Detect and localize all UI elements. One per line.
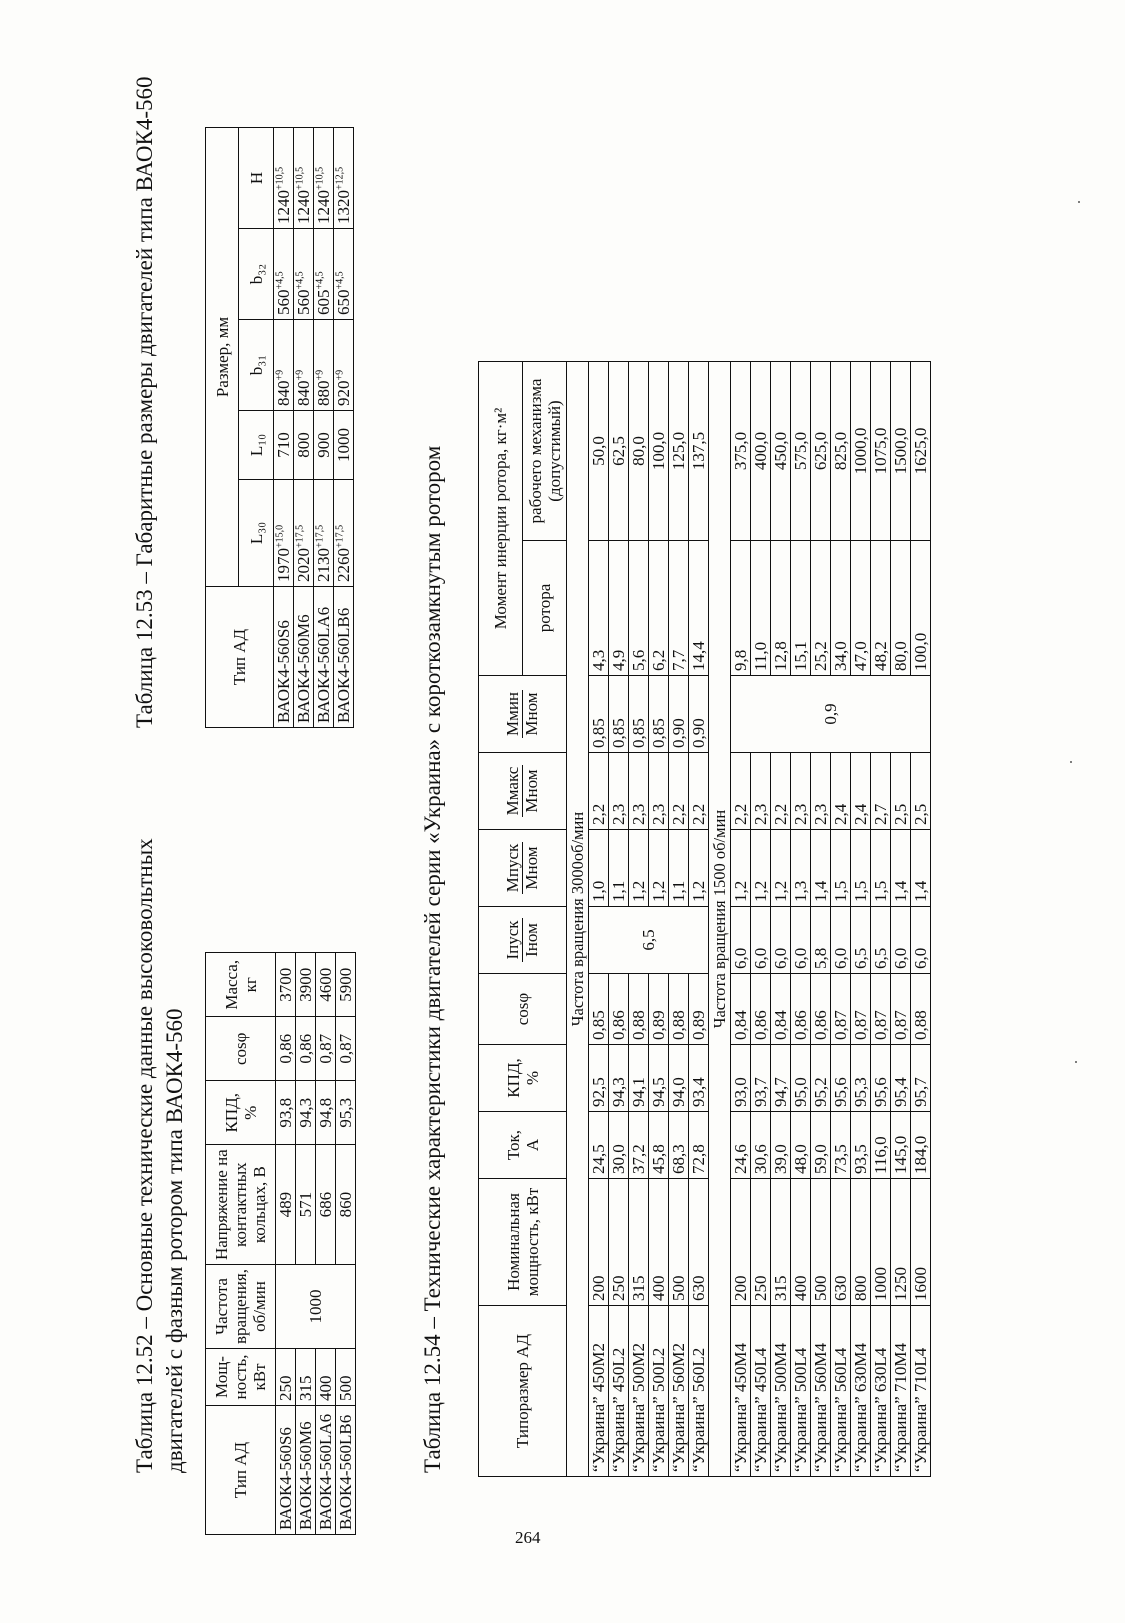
cell-istart: 6,0 [791, 907, 811, 974]
table-row [336, 953, 356, 1535]
cell-current: 116,0 [871, 1112, 891, 1179]
cell-mmin: 0,85 [589, 676, 609, 753]
cell-b31: $880^{+9}$ [314, 320, 334, 411]
cell-cos: 0,89 [649, 974, 669, 1045]
table-row [316, 953, 336, 1535]
cell-mmax: 2,3 [649, 753, 669, 830]
header-eff: КПД, % [479, 1045, 567, 1112]
cell-mstart: 1,2 [731, 830, 751, 907]
cell-mech: 625,0 [811, 362, 831, 541]
cell-current: 93,5 [851, 1112, 871, 1179]
cell-power: 315 [771, 1179, 791, 1306]
header-mmin: Ммин Мном [479, 676, 567, 753]
cell-mstart: 1,2 [751, 830, 771, 907]
cell-b31: $920^{+9}$ [334, 320, 354, 411]
table-row [871, 362, 891, 1477]
cell-istart: 6,0 [831, 907, 851, 974]
table-row [334, 128, 354, 728]
cell-mech: 50,0 [589, 362, 609, 541]
cell-mass: 3700 [276, 953, 296, 1017]
cell-model: “Украина” 450L2 [609, 1306, 629, 1477]
cell-type: ВАОК4-560М6 [296, 1406, 316, 1535]
cell-eff: 94,1 [629, 1045, 649, 1112]
cell-eff: 94,0 [669, 1045, 689, 1112]
cell-cos: 0,88 [911, 974, 931, 1045]
cell-power: 315 [629, 1179, 649, 1306]
cell-mech: 100,0 [649, 362, 669, 541]
header-power: Номинальная мощность, кВт [479, 1179, 567, 1306]
header-mstart: Мпуск Мном [479, 830, 567, 907]
cell-current: 37,2 [629, 1112, 649, 1179]
cell-type: ВАОК4-560S6 [276, 1406, 296, 1535]
cell-mmin-merged: 0,9 [731, 676, 931, 753]
cell-mech: 1075,0 [871, 362, 891, 541]
cell-eff: 94,5 [649, 1045, 669, 1112]
cell-eff: 94,8 [316, 1081, 336, 1145]
header-l30: L₃₀ [239, 480, 274, 587]
cell-model: “Украина” 500М2 [629, 1306, 649, 1477]
cell-rotor: 7,7 [669, 541, 689, 676]
header-type: Тип АД [206, 587, 274, 728]
cell-power: 200 [589, 1179, 609, 1306]
cell-rotor: 12,8 [771, 541, 791, 676]
cell-current: 24,6 [731, 1112, 751, 1179]
cell-h: $1240^{+10,5}$ [294, 128, 314, 229]
cell-rotor: 47,0 [851, 541, 871, 676]
cell-b31: $840^{+9}$ [294, 320, 314, 411]
cell-model: “Украина” 630М4 [851, 1306, 871, 1477]
cell-power: 500 [811, 1179, 831, 1306]
header-size-group: Размер, мм [206, 128, 239, 587]
cell-rotor: 15,1 [791, 541, 811, 676]
cell-cos: 0,86 [811, 974, 831, 1045]
cell-power: 800 [851, 1179, 871, 1306]
cell-power: 315 [296, 1349, 316, 1406]
cell-eff: 95,3 [851, 1045, 871, 1112]
cell-mstart: 1,5 [871, 830, 891, 907]
cell-eff: 94,7 [771, 1045, 791, 1112]
header-cos: cosφ [479, 974, 567, 1045]
cell-mmax: 2,5 [891, 753, 911, 830]
cell-mmax: 2,2 [589, 753, 609, 830]
cell-eff: 93,8 [276, 1081, 296, 1145]
cell-voltage: 686 [316, 1145, 336, 1265]
table-12-54-caption: Таблица 12.54 – Технические характеристики двигателей серии «Украина» с короткозамкнутым ротором [420, 445, 445, 1473]
cell-cos: 0,89 [689, 974, 709, 1045]
cell-power: 1250 [891, 1179, 911, 1306]
cell-power: 400 [316, 1349, 336, 1406]
cell-mmin: 0,85 [649, 676, 669, 753]
cell-rotor: 80,0 [891, 541, 911, 676]
cell-cos: 0,87 [831, 974, 851, 1045]
header-mass: Масса, кг [206, 953, 276, 1017]
table-12-54-wrap [478, 361, 931, 1477]
cell-type: ВАОК4-560LB6 [336, 1406, 356, 1535]
table-row [811, 362, 831, 1477]
table-row [831, 362, 851, 1477]
cell-rotor: 100,0 [911, 541, 931, 676]
cell-current: 145,0 [891, 1112, 911, 1179]
cell-l30: $2020^{+17,5}$ [294, 480, 314, 587]
cell-cos: 0,86 [609, 974, 629, 1045]
cell-cos: 0,86 [791, 974, 811, 1045]
table-12-52-caption [130, 773, 190, 1473]
cell-model: “Украина” 450L4 [751, 1306, 771, 1477]
cell-model: “Украина” 500М4 [771, 1306, 791, 1477]
table-12-54 [478, 361, 931, 1477]
table-row [296, 953, 316, 1535]
cell-model: “Украина” 450М2 [589, 1306, 609, 1477]
cell-l30: $1970^{+15,0}$ [274, 480, 294, 587]
cell-current: 39,0 [771, 1112, 791, 1179]
table-12-53-wrap [205, 127, 354, 728]
header-h: H [239, 128, 274, 229]
cell-cos: 0,88 [629, 974, 649, 1045]
cell-model: “Украина” 560L4 [831, 1306, 851, 1477]
cell-eff: 95,2 [811, 1045, 831, 1112]
cell-current: 30,6 [751, 1112, 771, 1179]
cell-rotor: 14,4 [689, 541, 709, 676]
cell-current: 59,0 [811, 1112, 831, 1179]
scan-speck [1075, 1061, 1077, 1063]
cell-mmin: 0,85 [609, 676, 629, 753]
cell-rotor: 9,8 [731, 541, 751, 676]
cell-mstart: 1,4 [891, 830, 911, 907]
cell-mech: 137,5 [689, 362, 709, 541]
cell-current: 184,0 [911, 1112, 931, 1179]
header-cos: cosφ [206, 1017, 276, 1081]
section-1500: Частота вращения 1500 об/мин [709, 362, 731, 1477]
cell-mstart: 1,5 [851, 830, 871, 907]
cell-power: 500 [669, 1179, 689, 1306]
cell-current: 45,8 [649, 1112, 669, 1179]
cell-current: 72,8 [689, 1112, 709, 1179]
cell-cos: 0,86 [296, 1017, 316, 1081]
cell-b32: $560^{+4,5}$ [294, 229, 314, 320]
cell-type: ВАОК4-560LA6 [314, 587, 334, 728]
cell-mmax: 2,2 [731, 753, 751, 830]
table-row [589, 362, 609, 1477]
cell-mech: 375,0 [731, 362, 751, 541]
cell-istart-merged: 6,5 [589, 907, 709, 974]
cell-rotor: 34,0 [831, 541, 851, 676]
cell-voltage: 860 [336, 1145, 356, 1265]
header-eff: КПД, % [206, 1081, 276, 1145]
cell-mstart: 1,5 [831, 830, 851, 907]
cell-istart: 6,5 [851, 907, 871, 974]
cell-l10: 900 [314, 411, 334, 480]
cell-mstart: 1,3 [791, 830, 811, 907]
header-b32: b₃₂ [239, 229, 274, 320]
cell-b32: $605^{+4,5}$ [314, 229, 334, 320]
cell-eff: 95,6 [831, 1045, 851, 1112]
table-row [274, 128, 294, 728]
cell-model: “Украина” 500L4 [791, 1306, 811, 1477]
cell-cos: 0,85 [589, 974, 609, 1045]
cell-b31: $840^{+9}$ [274, 320, 294, 411]
cell-rotor: 4,9 [609, 541, 629, 676]
cell-power: 500 [336, 1349, 356, 1406]
cell-current: 73,5 [831, 1112, 851, 1179]
cell-eff: 95,4 [891, 1045, 911, 1112]
cell-cos: 0,84 [731, 974, 751, 1045]
cell-mmax: 2,5 [911, 753, 931, 830]
cell-mstart: 1,2 [771, 830, 791, 907]
cell-istart: 6,0 [911, 907, 931, 974]
cell-eff: 94,3 [609, 1045, 629, 1112]
cell-istart: 6,0 [751, 907, 771, 974]
caption-line-2: двигателей с фазным ротором типа ВАОК4-560 [162, 1008, 187, 1473]
cell-power: 1000 [871, 1179, 891, 1306]
cell-cos: 0,86 [276, 1017, 296, 1081]
cell-istart: 5,8 [811, 907, 831, 974]
cell-mech: 62,5 [609, 362, 629, 541]
table-row [891, 362, 911, 1477]
cell-mech: 450,0 [771, 362, 791, 541]
cell-cos: 0,88 [669, 974, 689, 1045]
cell-rotor: 11,0 [751, 541, 771, 676]
cell-mech: 400,0 [751, 362, 771, 541]
cell-power: 200 [731, 1179, 751, 1306]
cell-power: 630 [831, 1179, 851, 1306]
cell-h: $1240^{+10,5}$ [274, 128, 294, 229]
cell-mech: 1000,0 [851, 362, 871, 541]
caption-line-1: Таблица 12.52 – Основные технические данные высоковольтных [132, 838, 157, 1473]
cell-istart: 6,0 [731, 907, 751, 974]
cell-eff: 95,3 [336, 1081, 356, 1145]
cell-mstart: 1,0 [589, 830, 609, 907]
cell-mmax: 2,7 [871, 753, 891, 830]
cell-mstart: 1,2 [629, 830, 649, 907]
rows-3000 [589, 362, 709, 1477]
cell-mech: 1500,0 [891, 362, 911, 541]
header-inertia-rotor: ротора [523, 541, 567, 676]
cell-l30: $2260^{+17,5}$ [334, 480, 354, 587]
section-3000: Частота вращения 3000об/мин [567, 362, 589, 1477]
cell-mmin: 0,90 [669, 676, 689, 753]
cell-mech: 825,0 [831, 362, 851, 541]
cell-model: “Украина” 560М4 [811, 1306, 831, 1477]
cell-mmax: 2,4 [851, 753, 871, 830]
cell-rotor: 6,2 [649, 541, 669, 676]
cell-mstart: 1,2 [689, 830, 709, 907]
cell-mmax: 2,3 [609, 753, 629, 830]
scan-speck [1078, 201, 1080, 203]
cell-power: 400 [791, 1179, 811, 1306]
table-12-52-wrap [205, 952, 356, 1535]
table-row [911, 362, 931, 1477]
cell-type: ВАОК4-560М6 [294, 587, 314, 728]
cell-mmax: 2,3 [791, 753, 811, 830]
cell-eff: 93,0 [731, 1045, 751, 1112]
cell-model: “Украина” 710L4 [911, 1306, 931, 1477]
cell-h: $1240^{+10,5}$ [314, 128, 334, 229]
table-row [731, 362, 751, 1477]
header-inertia-group: Момент инерции ротора, кг·м² [479, 362, 523, 676]
cell-mass: 4600 [316, 953, 336, 1017]
header-inertia-mech: рабочего механизма (допустимый) [523, 362, 567, 541]
cell-l30: $2130^{+17,5}$ [314, 480, 334, 587]
cell-h: $1320^{+12,5}$ [334, 128, 354, 229]
cell-mmax: 2,2 [689, 753, 709, 830]
table-row [771, 362, 791, 1477]
scan-speck [1070, 761, 1072, 763]
cell-mech: 80,0 [629, 362, 649, 541]
header-b31: b₃₁ [239, 320, 274, 411]
cell-mstart: 1,4 [811, 830, 831, 907]
cell-type: ВАОК4-560LB6 [334, 587, 354, 728]
cell-istart: 6,0 [771, 907, 791, 974]
table-row [276, 953, 296, 1535]
cell-power: 250 [609, 1179, 629, 1306]
table-row [314, 128, 334, 728]
cell-voltage: 571 [296, 1145, 316, 1265]
cell-cos: 0,87 [891, 974, 911, 1045]
cell-cos: 0,86 [751, 974, 771, 1045]
header-speed: Частота вращения, об/мин [206, 1265, 276, 1349]
cell-mmax: 2,3 [811, 753, 831, 830]
cell-l10: 1000 [334, 411, 354, 480]
cell-mech: 1625,0 [911, 362, 931, 541]
table-row [851, 362, 871, 1477]
cell-current: 48,0 [791, 1112, 811, 1179]
cell-eff: 93,7 [751, 1045, 771, 1112]
cell-eff: 94,3 [296, 1081, 316, 1145]
cell-mstart: 1,2 [649, 830, 669, 907]
cell-mstart: 1,1 [669, 830, 689, 907]
cell-b32: $560^{+4,5}$ [274, 229, 294, 320]
table-12-52 [205, 952, 356, 1535]
cell-mmax: 2,4 [831, 753, 851, 830]
cell-model: “Украина” 630L4 [871, 1306, 891, 1477]
cell-mmin: 0,85 [629, 676, 649, 753]
cell-mmax: 2,3 [751, 753, 771, 830]
table-row [751, 362, 771, 1477]
cell-cos: 0,84 [771, 974, 791, 1045]
header-voltage: Напряжение на контактных кольцах, В [206, 1145, 276, 1265]
cell-mass: 3900 [296, 953, 316, 1017]
header-l10: L₁₀ [239, 411, 274, 480]
cell-eff: 95,0 [791, 1045, 811, 1112]
cell-cos: 0,87 [871, 974, 891, 1045]
cell-voltage: 489 [276, 1145, 296, 1265]
cell-istart: 6,0 [891, 907, 911, 974]
cell-type: ВАОК4-560LA6 [316, 1406, 336, 1535]
table-12-53 [205, 127, 354, 728]
cell-rotor: 48,2 [871, 541, 891, 676]
cell-speed: 1000 [276, 1265, 356, 1349]
cell-model: “Украина” 560М2 [669, 1306, 689, 1477]
cell-istart: 6,5 [871, 907, 891, 974]
cell-power: 250 [276, 1349, 296, 1406]
cell-mstart: 1,4 [911, 830, 931, 907]
cell-mmax: 2,2 [771, 753, 791, 830]
rows-1500 [731, 362, 931, 1477]
cell-type: ВАОК4-560S6 [274, 587, 294, 728]
cell-l10: 710 [274, 411, 294, 480]
cell-power: 1600 [911, 1179, 931, 1306]
cell-eff: 92,5 [589, 1045, 609, 1112]
header-mmax: Ммакс Мном [479, 753, 567, 830]
cell-current: 68,3 [669, 1112, 689, 1179]
cell-model: “Украина” 710М4 [891, 1306, 911, 1477]
cell-cos: 0,87 [336, 1017, 356, 1081]
header-istart: Iпуск Iном [479, 907, 567, 974]
cell-model: “Украина” 560L2 [689, 1306, 709, 1477]
cell-rotor: 4,3 [589, 541, 609, 676]
header-type: Тип АД [206, 1406, 276, 1535]
cell-eff: 95,7 [911, 1045, 931, 1112]
header-model: Типоразмер АД [479, 1306, 567, 1477]
cell-mmin: 0,90 [689, 676, 709, 753]
cell-power: 400 [649, 1179, 669, 1306]
cell-mech: 575,0 [791, 362, 811, 541]
header-current: Ток, А [479, 1112, 567, 1179]
cell-current: 24,5 [589, 1112, 609, 1179]
cell-model: “Украина” 450М4 [731, 1306, 751, 1477]
cell-mass: 5900 [336, 953, 356, 1017]
header-power: Мощ- ность, кВт [206, 1349, 276, 1406]
cell-cos: 0,87 [851, 974, 871, 1045]
cell-b32: $650^{+4,5}$ [334, 229, 354, 320]
cell-eff: 95,6 [871, 1045, 891, 1112]
cell-power: 630 [689, 1179, 709, 1306]
cell-current: 30,0 [609, 1112, 629, 1179]
cell-rotor: 25,2 [811, 541, 831, 676]
cell-mech: 125,0 [669, 362, 689, 541]
cell-power: 250 [751, 1179, 771, 1306]
table-row [294, 128, 314, 728]
cell-model: “Украина” 500L2 [649, 1306, 669, 1477]
cell-eff: 93,4 [689, 1045, 709, 1112]
cell-l10: 800 [294, 411, 314, 480]
cell-mmax: 2,2 [669, 753, 689, 830]
cell-cos: 0,87 [316, 1017, 336, 1081]
cell-mstart: 1,1 [609, 830, 629, 907]
page-number: 264 [515, 1528, 541, 1547]
cell-mmax: 2,3 [629, 753, 649, 830]
table-row [791, 362, 811, 1477]
cell-rotor: 5,6 [629, 541, 649, 676]
table-12-53-caption: Таблица 12.53 – Габаритные размеры двигателей типа ВАОК4-560 [132, 76, 157, 728]
